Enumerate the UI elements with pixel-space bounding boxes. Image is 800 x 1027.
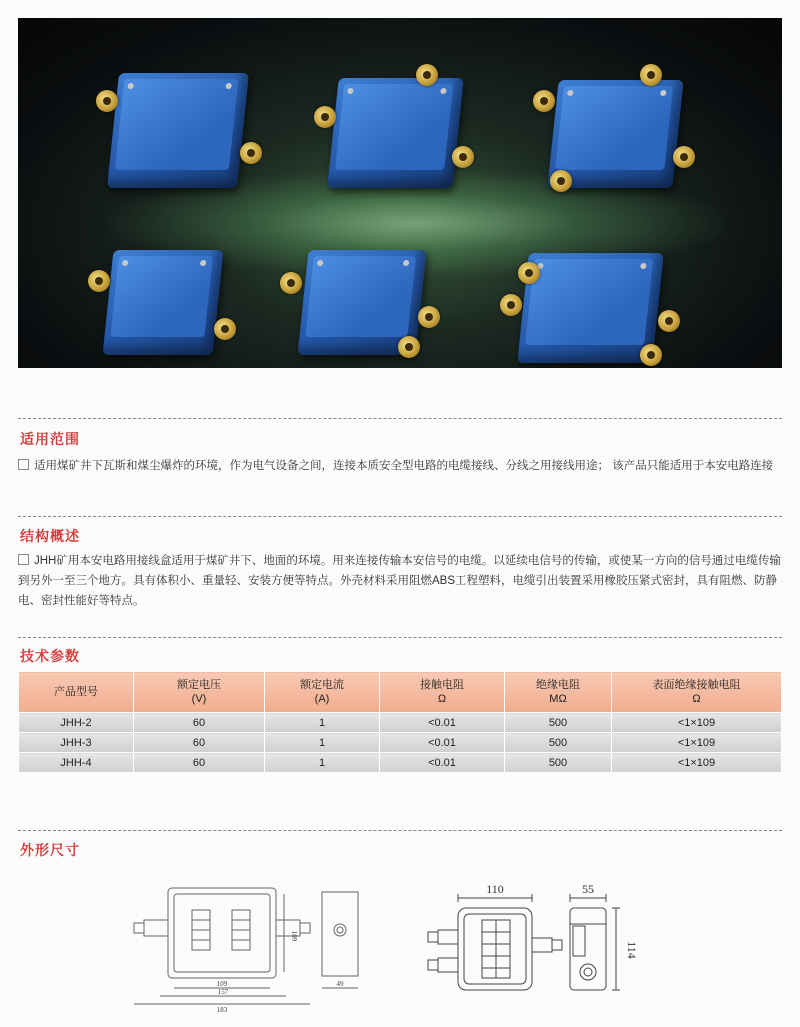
table-row	[19, 753, 782, 773]
table-row	[19, 713, 782, 733]
checkbox-icon	[18, 554, 29, 565]
header-voltage: 额定电压 (V)	[134, 672, 265, 713]
dim-width: 110	[486, 882, 504, 896]
section-divider	[18, 418, 782, 419]
cell-current: 1	[265, 733, 380, 753]
cable-gland	[280, 272, 302, 294]
header-model: 产品型号	[19, 672, 134, 713]
cable-gland	[673, 146, 695, 168]
cell-contact-resistance: <0.01	[380, 753, 505, 773]
product-photo	[18, 18, 782, 368]
cell-current: 1	[265, 753, 380, 773]
cell-surface-resistance: <1×109	[612, 753, 782, 773]
cable-gland	[640, 344, 662, 366]
cable-gland	[314, 106, 336, 128]
checkbox-icon	[18, 459, 29, 470]
dim-w-inner: 109	[216, 980, 228, 988]
dimension-drawing-right	[420, 880, 660, 1010]
scope-title: 适用范围	[20, 431, 80, 447]
cell-current: 1	[265, 713, 380, 733]
cable-gland	[533, 90, 555, 112]
junction-box-4	[102, 250, 223, 355]
dimensions-title: 外形尺寸	[20, 842, 80, 858]
drawing-right-svg	[420, 880, 660, 1010]
cell-voltage: 60	[134, 753, 265, 773]
cable-gland	[518, 262, 540, 284]
scope-text: 适用煤矿井下瓦斯和煤尘爆炸的环境，作为电气设备之间，连接本质安全型电路的电缆接线、分线之用接线用途； 该产品只能适用于本安电路连接	[34, 460, 774, 472]
section-divider	[18, 516, 782, 517]
cell-model: JHH-2	[19, 713, 134, 733]
cable-gland	[214, 318, 236, 340]
table-row	[19, 733, 782, 753]
overview-paragraph	[18, 551, 783, 611]
junction-box-2	[327, 78, 464, 188]
cable-gland	[500, 294, 522, 316]
section-divider	[18, 637, 782, 638]
cell-insulation-resistance: 500	[505, 753, 612, 773]
cell-surface-resistance: <1×109	[612, 713, 782, 733]
cable-gland	[418, 306, 440, 328]
header-surface-resistance: 表面绝缘接触电阻 Ω	[612, 672, 782, 713]
cell-voltage: 60	[134, 713, 265, 733]
dim-height-right: 114	[625, 941, 639, 959]
overview-text: JHH矿用本安电路用接线盒适用于煤矿井下、地面的环境。用来连接传输本安信号的电缆。以延续电信号的传输，或使某一方向的信号通过电缆传输到另外一至三个地方。具有体积小、重量轻、安装方便等特点。外壳材料采用阻燃ABS工程塑料，电缆引出装置采用橡胶压紧式密封，具有阻燃、防静电、密封性能好等特点。	[18, 555, 781, 607]
junction-box-1	[107, 73, 249, 188]
section-divider	[18, 830, 782, 831]
spec-table	[18, 671, 782, 773]
cable-gland	[658, 310, 680, 332]
cable-gland	[452, 146, 474, 168]
header-contact-resistance: 接触电阻 Ω	[380, 672, 505, 713]
header-current: 额定电流 (A)	[265, 672, 380, 713]
cable-gland	[416, 64, 438, 86]
cell-insulation-resistance: 500	[505, 713, 612, 733]
cell-model: JHH-4	[19, 753, 134, 773]
dimension-drawing-left	[130, 880, 390, 1020]
overview-title: 结构概述	[20, 528, 80, 544]
cell-voltage: 60	[134, 733, 265, 753]
dim-height: 109	[290, 930, 298, 942]
cable-gland	[398, 336, 420, 358]
table-header-row	[19, 672, 782, 713]
drawing-left-svg	[130, 880, 390, 1020]
cable-gland	[96, 90, 118, 112]
params-title: 技术参数	[20, 648, 80, 664]
cable-gland	[88, 270, 110, 292]
cell-contact-resistance: <0.01	[380, 713, 505, 733]
cable-gland	[550, 170, 572, 192]
cell-surface-resistance: <1×109	[612, 733, 782, 753]
dim-depth: 55	[582, 882, 594, 896]
cell-contact-resistance: <0.01	[380, 733, 505, 753]
dim-side-width: 49	[336, 980, 344, 988]
scope-paragraph	[18, 456, 783, 476]
dim-w-outer: 183	[216, 1006, 228, 1014]
cable-gland	[240, 142, 262, 164]
header-insulation-resistance: 绝缘电阻 MΩ	[505, 672, 612, 713]
dim-w-mid: 157	[217, 988, 229, 996]
cell-insulation-resistance: 500	[505, 733, 612, 753]
cell-model: JHH-3	[19, 733, 134, 753]
cable-gland	[640, 64, 662, 86]
